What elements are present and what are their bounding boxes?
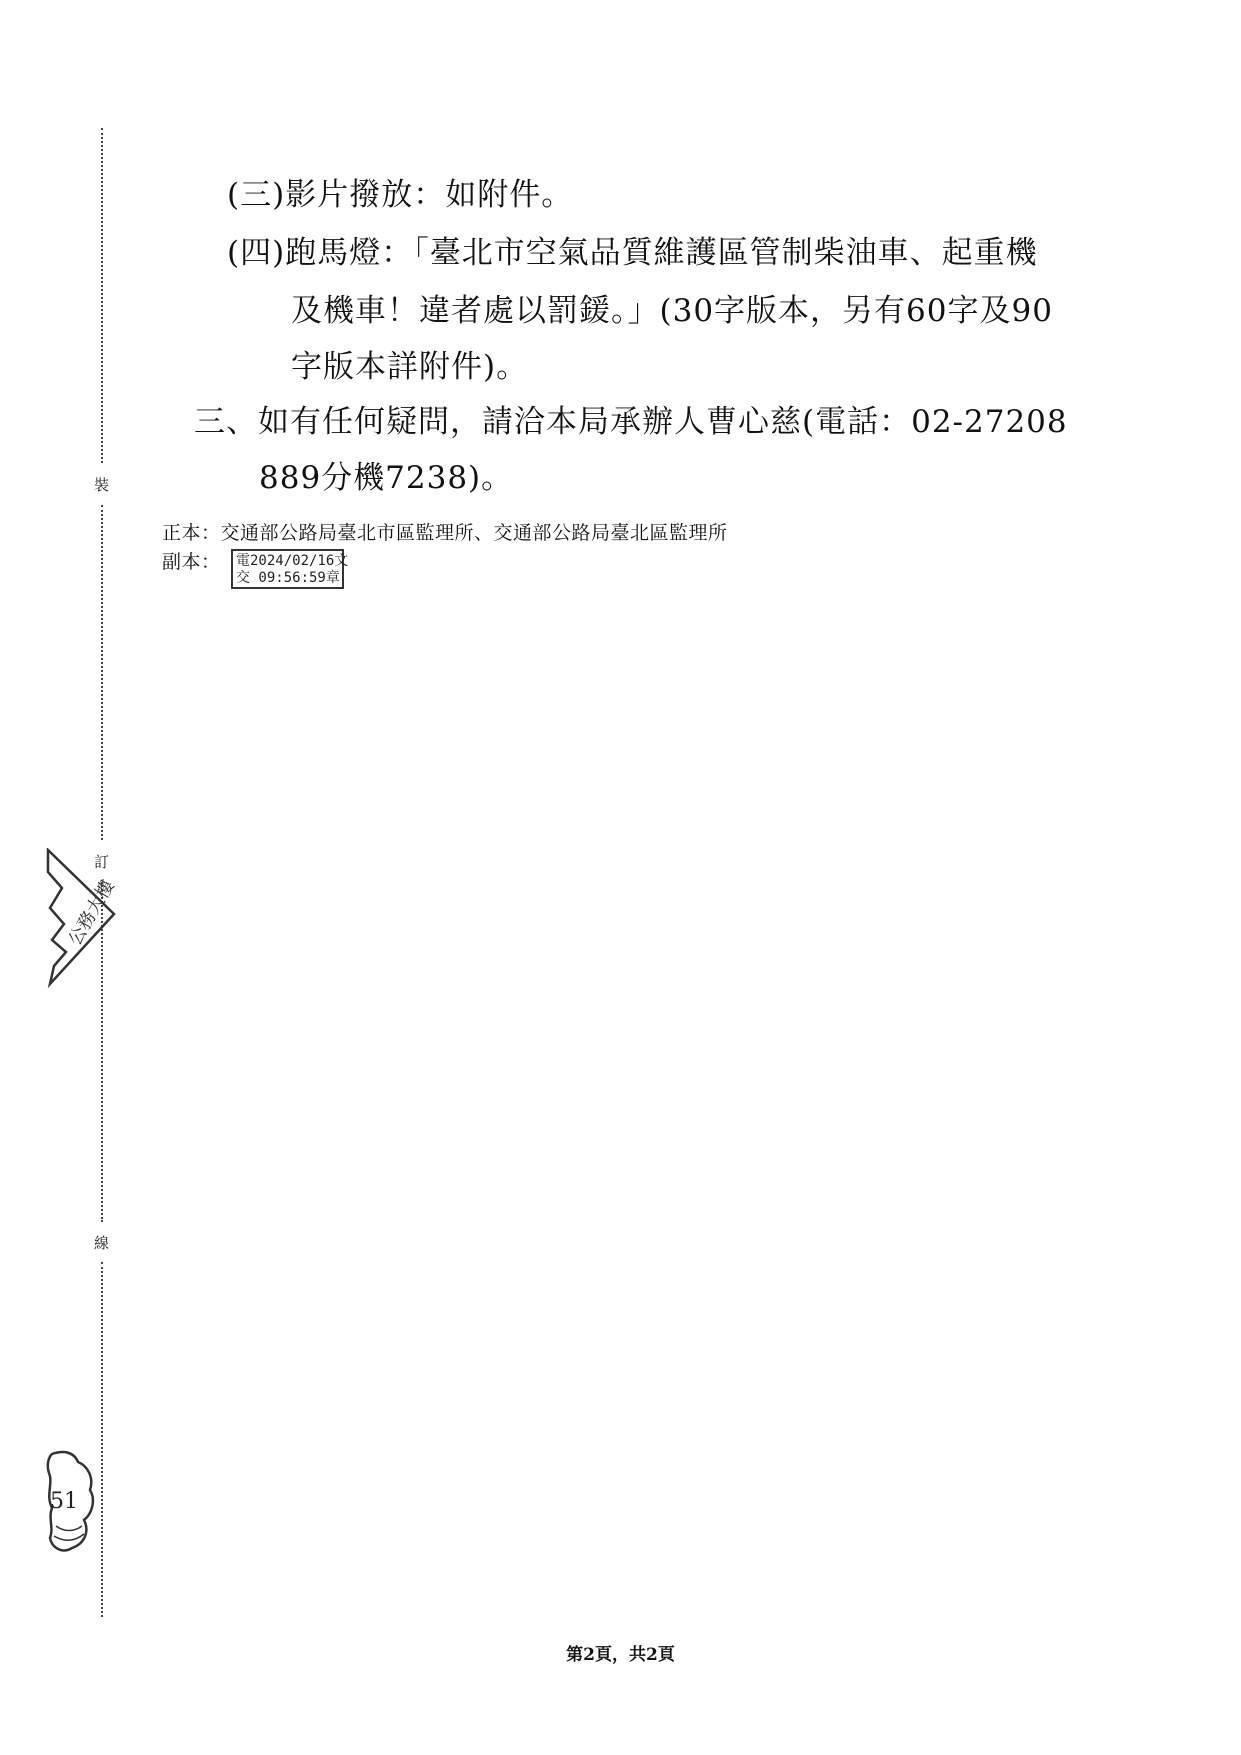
original-value: 交通部公路局臺北市區監理所、交通部公路局臺北區監理所 xyxy=(220,522,728,544)
item-three-video: (三)影片撥放：如附件。 xyxy=(227,177,574,213)
section-three-line-1: 三、如有任何疑問，請洽本局承辦人曹心慈(電話：02-27208 xyxy=(194,404,1068,440)
original-label: 正本： xyxy=(162,522,221,544)
binding-mark-ding: 訂 xyxy=(94,853,110,871)
official-seal-upper xyxy=(44,848,124,998)
original-recipients xyxy=(162,522,728,544)
official-seal-lower xyxy=(44,1448,104,1558)
stamp-line-1: 電2024/02/16文 xyxy=(236,553,349,569)
binding-line-segment xyxy=(101,1262,103,1617)
section-three-line-2: 889分機7238)。 xyxy=(259,460,514,496)
seal-lower-number: 51 xyxy=(50,1489,78,1514)
item-four-line-2: 及機車！違者處以罰鍰。」(30字版本，另有60字及90 xyxy=(291,293,1053,329)
seal-upper-text: 公務大樓 xyxy=(64,876,119,950)
binding-line-segment xyxy=(101,128,103,463)
binding-mark-xian: 線 xyxy=(94,1234,110,1252)
exchange-stamp xyxy=(231,549,349,589)
page-footer: 第2頁，共2頁 xyxy=(566,1645,675,1665)
copy-label: 副本： xyxy=(162,551,221,573)
item-four-line-1: (四)跑馬燈：「臺北市空氣品質維護區管制柴油車、起重機 xyxy=(227,235,1038,271)
binding-line-segment xyxy=(101,505,103,840)
item-four-line-3: 字版本詳附件)。 xyxy=(291,349,529,385)
binding-mark-zhuang: 裝 xyxy=(94,476,110,494)
stamp-line-2: 交 09:56:59章 xyxy=(236,570,340,586)
